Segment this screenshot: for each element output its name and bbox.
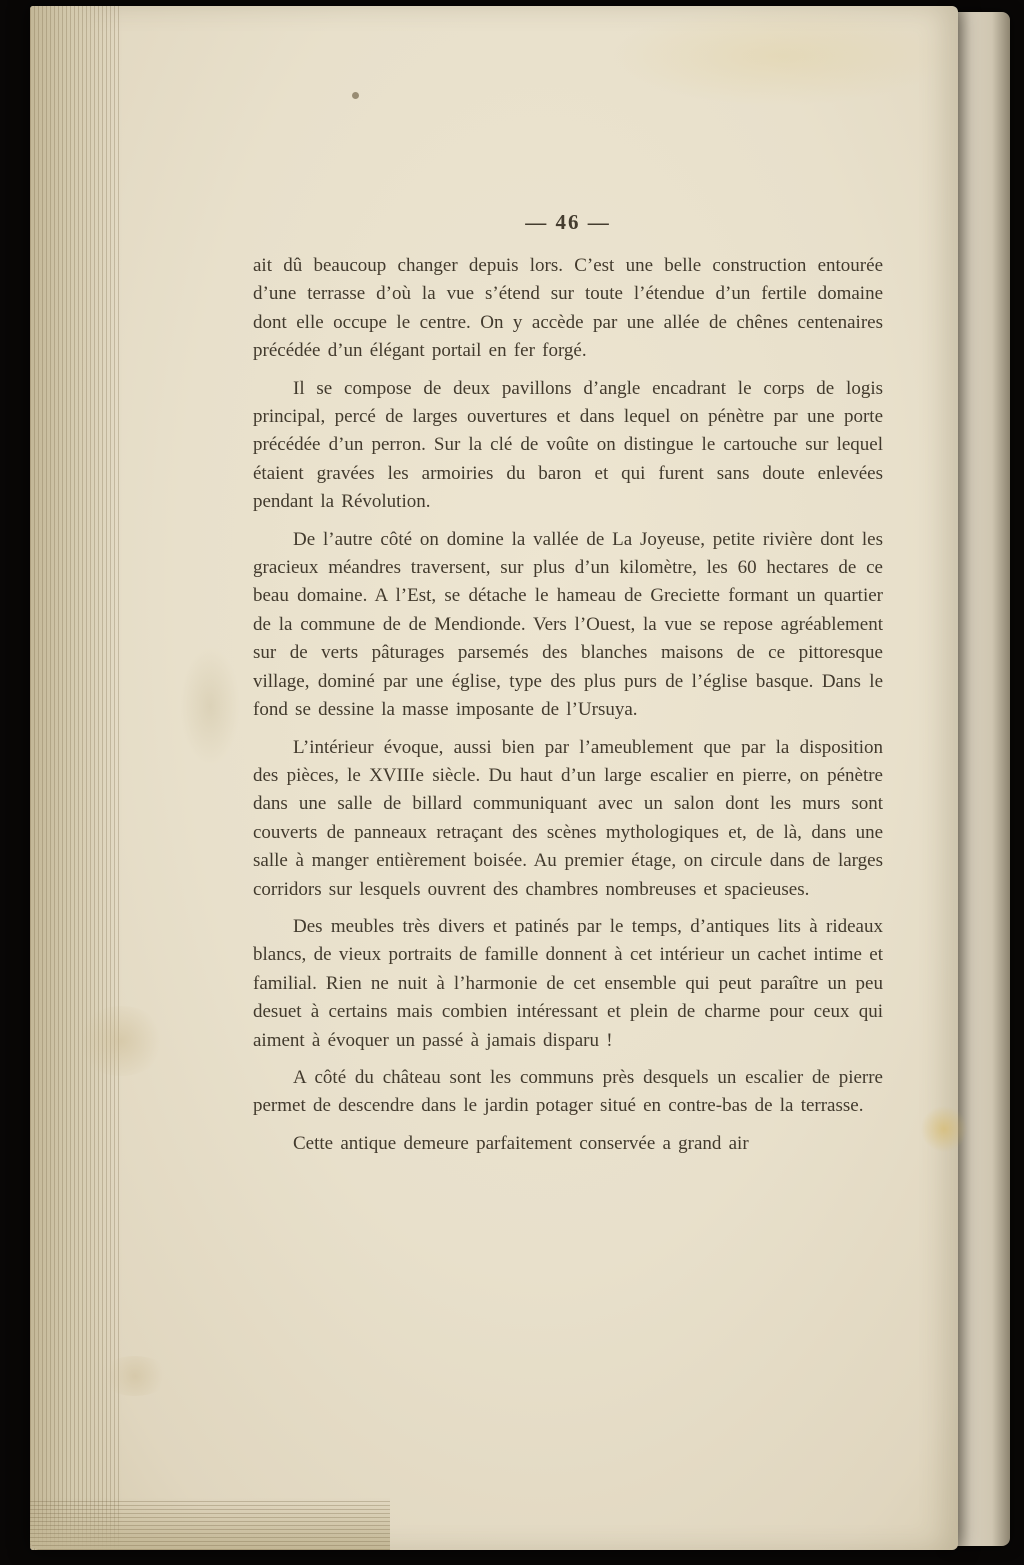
text-block (253, 252, 883, 1167)
paper-stain (352, 92, 359, 99)
paper-stain (610, 6, 950, 106)
paper-stain (180, 646, 240, 766)
paragraph: A côté du château sont les communs près desquels un escalier de pierre permet de descendre dans le jardin potager situé en contre-bas de la terrasse. (253, 1066, 883, 1117)
page-number: — 46 — (525, 210, 611, 234)
paragraph: ait dû beaucoup changer depuis lors. C’est une belle construction entourée d’une terrasse d’où la vue s’étend sur toute l’étendue d’un fertile domaine dont elle occupe le centre. On y accède par une allée de chênes centenaires précédée d’un élégant portail en fer forgé. (253, 255, 883, 362)
paragraph: Il se compose de deux pavillons d’angle encadrant le corps de logis principal, percé de larges ouvertures et dans lequel on pénètre par une porte précédée d’un perron. Sur la clé de voûte on distingue le cartouche sur lequel étaient gravées les armoiries du baron et qui furent sans doute enlevées pendant la Révolution. (253, 377, 883, 513)
paragraph: De l’autre côté on domine la vallée de La Joyeuse, petite rivière dont les gracieux méandres traversent, sur plus d’un kilomètre, les 60 hectares de ce beau domaine. A l’Est, se détache le hameau de Greciette formant un quartier de la commune de de Mendionde. Vers l’Ouest, la vue se repose agréablement sur de verts pâturages parsemés des blanches maisons de ce pittoresque village, dominé par une église, type des plus purs de l’église basque. Dans le fond se dessine la masse imposante de l’Ursuya. (253, 528, 883, 721)
page-edges-bottom (30, 1498, 390, 1550)
paragraph: L’intérieur évoque, aussi bien par l’ameublement que par la disposition des pièces, le XVIIIe siècle. Du haut d’un large escalier en pierre, on pénètre dans une salle de billard communiquant avec un salon dont les murs sont couverts de panneaux retraçant des scènes mythologiques et, de là, dans une salle à manger entièrement boisée. Au premier étage, on circule dans de larges corridors sur lesquels ouvrent des chambres nombreuses et spacieuses. (253, 736, 883, 900)
book-page (30, 6, 958, 1550)
paragraph: Des meubles très divers et patinés par le temps, d’antiques lits à rideaux blancs, de vieux portraits de famille donnent à cet intérieur un cachet intime et familial. Rien ne nuit à l’harmonie de cet ensemble qui peut paraître un peu desuet à certains mais combien intéressant et plein de charme pour ceux qui aiment à évoquer un passé à jamais disparu ! (253, 915, 883, 1051)
paragraph: Cette antique demeure parfaitement conservée a grand air (293, 1132, 749, 1154)
underlying-page-edge (950, 12, 1010, 1546)
page-edges-left (30, 6, 122, 1550)
